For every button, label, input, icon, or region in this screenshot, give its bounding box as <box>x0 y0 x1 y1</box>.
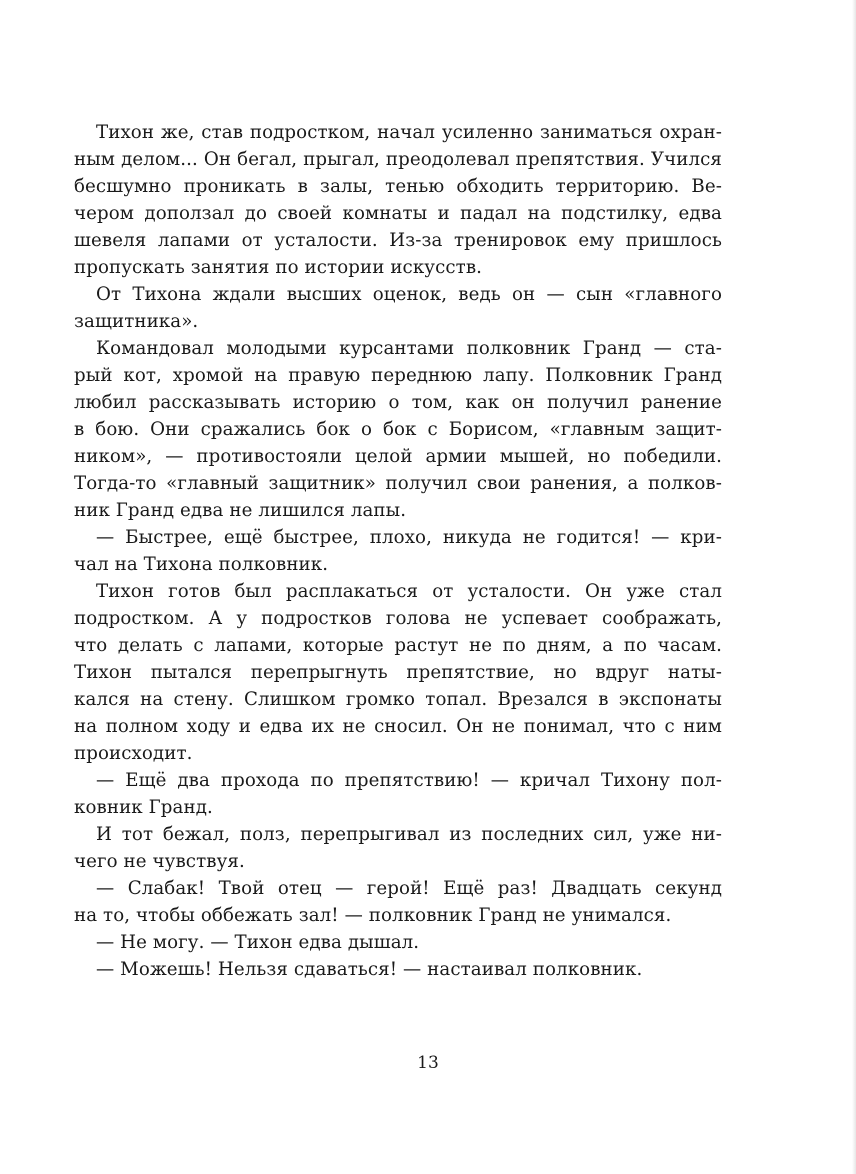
text-line: Тихон же, став подростком, начал усиленно заниматься охран- <box>96 122 722 143</box>
text-line: Тихон пытался перепрыгнуть препятствие, но вдруг наты- <box>74 662 722 683</box>
text-line: чал на Тихона полковник. <box>74 554 329 575</box>
text-line: защитника». <box>74 311 199 332</box>
text-line: ник Гранд едва не лишился лапы. <box>74 500 407 521</box>
text-line: что делать с лапами, которые растут не по дням, а по часам. <box>74 635 722 656</box>
text-line: на полном ходу и едва их не сносил. Он не понимал, что с ним <box>74 716 722 737</box>
text-line: чером доползал до своей комнаты и падал на подстилку, едва <box>74 203 722 224</box>
text-line: — Не могу. — Тихон едва дышал. <box>96 932 420 953</box>
text-line: на то, чтобы оббежать зал! — полковник Гранд не унимался. <box>74 905 672 926</box>
page-number: 13 <box>417 1053 439 1073</box>
text-line: ным делом... Он бегал, прыгал, преодолевал препятствия. Учился <box>74 149 722 170</box>
text-line: — Можешь! Нельзя сдаваться! — настаивал полковник. <box>96 959 643 980</box>
text-line: подростком. А у подростков голова не успевает соображать, <box>74 608 722 629</box>
text-line: любил рассказывать историю о том, как он получил ранение <box>74 392 722 413</box>
text-line: ником», — противостояли целой армии мышей, но победили. <box>74 446 722 467</box>
text-line: Тихон готов был расплакаться от усталости. Он уже стал <box>96 581 722 602</box>
body-text <box>74 119 722 983</box>
text-line: Командовал молодыми курсантами полковник Гранд — ста- <box>96 338 722 359</box>
text-line: шевеля лапами от усталости. Из-за тренировок ему пришлось <box>74 230 722 251</box>
text-line: И тот бежал, полз, перепрыгивал из последних сил, уже ни- <box>96 824 722 845</box>
text-line: чего не чувствуя. <box>74 851 245 872</box>
text-line: кался на стену. Слишком громко топал. Врезался в экспонаты <box>74 689 722 710</box>
text-line: рый кот, хромой на правую переднюю лапу. Полковник Гранд <box>74 365 722 386</box>
text-line: От Тихона ждали высших оценок, ведь он — сын «главного <box>96 284 722 305</box>
text-line: происходит. <box>74 743 193 764</box>
page-edge-shadow <box>852 0 856 1174</box>
text-line: Тогда-то «главный защитник» получил свои ранения, а полков- <box>74 473 722 494</box>
text-line: — Слабак! Твой отец — герой! Ещё раз! Двадцать секунд <box>96 878 722 899</box>
text-line: — Ещё два прохода по препятствию! — кричал Тихону пол- <box>96 770 722 791</box>
text-line: пропускать занятия по истории искусств. <box>74 257 483 278</box>
text-line: в бою. Они сражались бок о бок с Борисом, «главным защит- <box>74 419 722 440</box>
text-line: — Быстрее, ещё быстрее, плохо, никуда не годится! — кри- <box>96 527 722 548</box>
text-line: бесшумно проникать в залы, тенью обходить территорию. Ве- <box>74 176 722 197</box>
text-line: ковник Гранд. <box>74 797 213 818</box>
